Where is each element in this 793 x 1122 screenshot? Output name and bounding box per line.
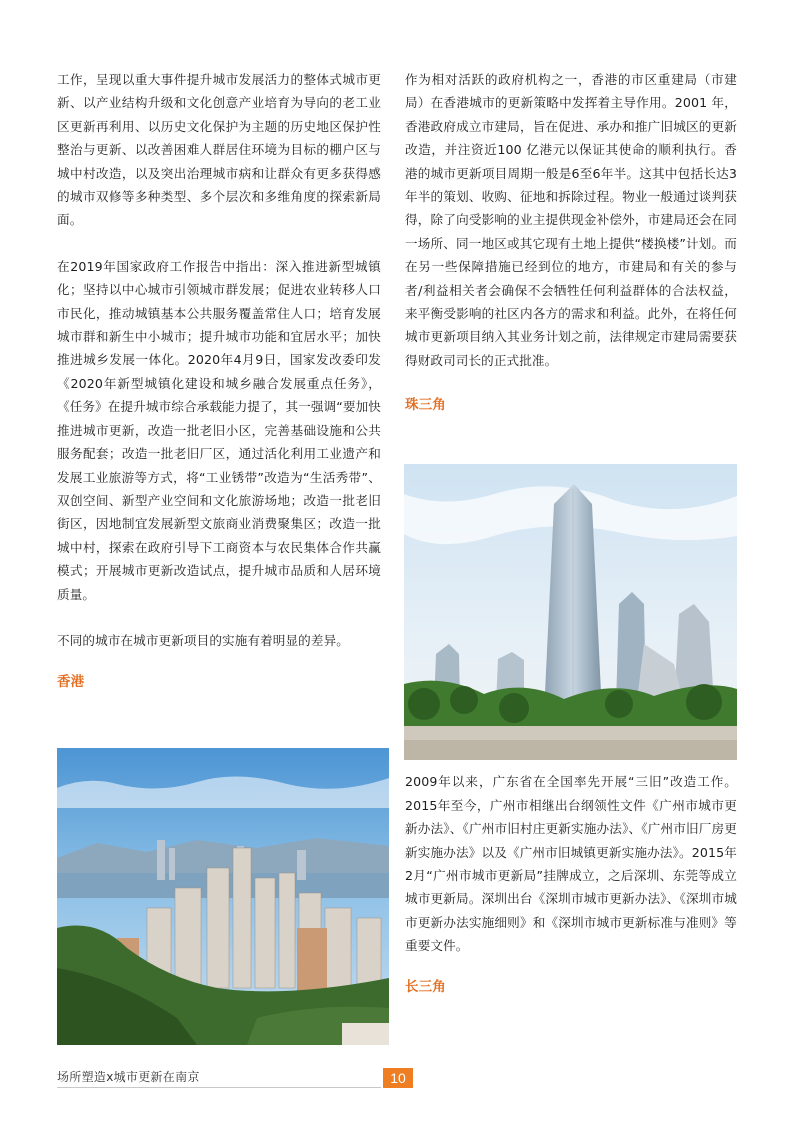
hong-kong-skyline-photo — [57, 748, 389, 1045]
body-paragraph: 不同的城市在城市更新项目的实施有着明显的差异。 — [57, 632, 349, 648]
footer-divider — [57, 1087, 381, 1088]
section-heading-pearl-river-delta: 珠三角 — [405, 397, 446, 414]
body-paragraph: 作为相对活跃的政府机构之一，香港的市区重建局（市建局）在香港城市的更新策略中发挥着主导作用。2001 年，香港政府成立市建局，旨在促进、承办和推广旧城区的更新改造，并注资近100 亿港元以保证其使命的顺利执行。香港的城市更新项目周期一般是6至6年半。这其中包括长达3年半的策划、收购、征地和拆除过程。物业一般通过谈判获得，除了向受影响的业主提供现金补偿外，市建局还会在同一场所、同一地区或其它现有土地上提供“楼换楼”计划。而在另一些保障措施已经到位的地方，市建局和有关的参与者/利益相关者会确保不会牺牲任何利益群体的合法权益，来平衡受影响的社区内各方的需求和利益。此外，在将任何城市更新项目纳入其业务计划之前，法律规定市建局需要获得财政司司长的正式批准。 — [405, 72, 737, 368]
body-paragraph: 2009年以来，广东省在全国率先开展“三旧”改造工作。2015年至今，广州市相继出台纲领性文件《广州市城市更新办法》、《广州市旧村庄更新实施办法》、《广州市旧厂房更新实施办法》以及《广州市旧城镇更新实施办法》。2015年2月“广州市城市更新局”挂牌成立，之后深圳、东莞等成立城市更新局。深圳出台《深圳市城市更新办法》、《深圳市城市更新办法实施细则》和《深圳市城市更新标准与准则》等重要文件。 — [405, 774, 737, 954]
guangzhou-skyscraper-photo — [404, 464, 737, 760]
body-paragraph: 工作，呈现以重大事件提升城市发展活力的整体式城市更新、以产业结构升级和文化创意产业培育为导向的老工业区更新再利用、以历史文化保护为主题的历史地区保护性整治与更新、以改善困难人群居住环境为目标的棚户区与城中村改造，以及突出治理城市病和让群众有更多获得感的城市双修等多种类型、多个层次和多维角度的探索新局面。 — [57, 72, 381, 228]
footer-publication-title: 场所塑造x城市更新在南京 — [57, 1070, 200, 1084]
page-number-badge: 10 — [383, 1068, 413, 1088]
section-heading-yangtze-river-delta: 长三角 — [405, 978, 446, 995]
section-heading-hong-kong: 香港 — [57, 674, 85, 691]
left-column — [57, 68, 381, 694]
body-paragraph: 在2019年国家政府工作报告中指出：深入推进新型城镇化；坚持以中心城市引领城市群发展；促进农业转移人口市民化，推动城镇基本公共服务覆盖常住人口；培育发展城市群和新生中小城市；提升城市功能和宜居水平；加快推进城乡发展一体化。2020年4月9日，国家发改委印发《2020年新型城镇化建设和城乡融合发展重点任务》，《任务》在提升城市综合承载能力提了，其一强调“要加快推进城市更新，改造一批老旧小区，完善基础设施和公共服务配套；改造一批老旧厂区，通过活化利用工业遗产和发展工业旅游等方式，将“工业锈带”改造为“生活秀带”、双创空间、新型产业空间和文化旅游场地；改造一批老旧街区，因地制宜发展新型文旅商业消费聚集区；改造一批城中村，探索在政府引导下工商资本与农民集体合作共赢模式；开展城市更新改造试点，提升城市品质和人居环境质量。 — [57, 258, 381, 602]
